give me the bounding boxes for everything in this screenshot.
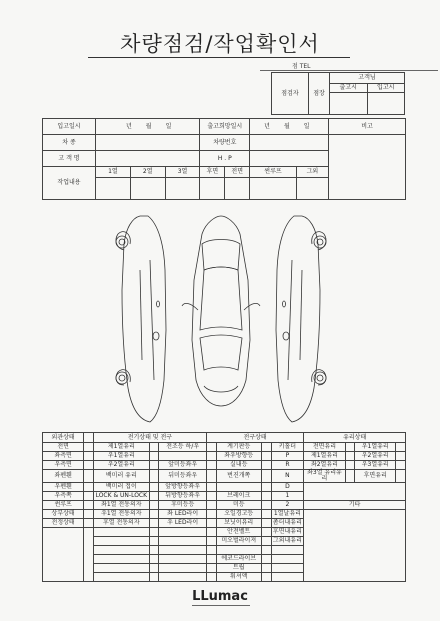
exterior-check[interactable] [84,519,94,528]
electrical-item: 후열 전동의자 [93,519,149,528]
electrical-item: 우1열유리 [93,452,149,461]
electrical-item: 우 LED라이 [159,519,207,528]
electrical-check[interactable] [206,461,216,470]
exterior-item: 우측면 [43,461,84,470]
rear-cell[interactable] [200,178,225,200]
drivetrain-item: N [271,470,304,483]
desired-release-cell[interactable]: 년 월 일 [250,119,329,135]
drivetrain-item: R [271,461,304,470]
row-1-label: 1열 [96,167,131,178]
glass-check[interactable] [345,443,355,452]
electrical-item: LOCK & UN-LOCK [93,492,149,501]
glass-item: 우3열유리 [355,461,396,470]
manager-label: 점장 [309,73,330,115]
drivetrain-item: 실내등 [216,461,262,470]
electrical-item: 백미러 접이 [93,483,149,492]
exterior-item: 좌펜휀 [43,470,84,483]
exterior-check[interactable] [84,470,94,483]
left-side-view-icon [116,216,166,422]
glass-item: 제1열유리 [304,452,345,461]
etc-header: 기타 [304,501,406,510]
glass-check[interactable] [396,443,406,452]
vehicle-type-label: 차 종 [43,135,96,151]
electrical-check[interactable] [206,519,216,528]
customer-name-label: 고 객 명 [43,151,96,167]
shop-underline [260,70,438,71]
drivetrain-item: D [271,483,304,492]
glass-item: 우2열유리 [355,452,396,461]
exterior-check[interactable] [84,510,94,519]
top-view-icon [182,216,260,406]
electrical-item: 좌 LED라이 [159,510,207,519]
remarks-label: 비고 [329,119,406,135]
drivetrain-item: 보닛이유리 [216,519,262,528]
logo-underline [192,605,250,606]
exterior-check[interactable] [84,501,94,510]
drivetrain-item [216,483,262,492]
exterior-item: 우측쪽 [43,492,84,501]
electrical-item: 백미러 유리 [93,470,149,483]
electrical-item: 앞방향등좌우 [159,483,207,492]
drivetrain-item [216,546,262,555]
exterior-item: 전정상태 [43,519,84,528]
electrical-check[interactable] [149,492,159,501]
exterior-header: 외관상태 [43,433,84,443]
drivetrain-check[interactable] [262,519,272,528]
drivetrain-item: P [271,452,304,461]
drivetrain-item: 계기판등 [216,443,262,452]
sunroof-cell[interactable] [250,178,297,200]
row-3-cell[interactable] [165,178,200,200]
other-cell[interactable] [296,178,328,200]
drivetrain-item: 그외내유리 [272,537,302,544]
glass-item: 후면유리 [355,470,396,483]
drivetrain-check[interactable] [262,528,272,537]
glass-item: 전면유리 [304,443,345,452]
electrical-item: 우2열유리 [93,461,149,470]
right-side-view-icon [276,216,326,422]
electrical-check[interactable] [206,510,216,519]
hp-label: H . P [200,151,250,167]
exterior-check[interactable] [84,461,94,470]
brand-logo: LLumac [192,589,248,604]
drivetrain-item: 에코드라이브 [216,555,262,564]
drivetrain-check[interactable] [262,546,272,555]
electrical-check[interactable] [149,510,159,519]
car-diagram [110,210,332,425]
row-2-label: 2열 [130,167,165,178]
intake-date-cell[interactable]: 년 월 일 [96,119,200,135]
drivetrain-check[interactable] [262,492,272,501]
signoff-table [271,72,405,115]
electrical-check[interactable] [206,501,216,510]
electrical-item [159,452,207,461]
drivetrain-check[interactable] [262,555,272,564]
condition-table [42,432,406,582]
electrical-item: 앞미등좌우 [159,461,207,470]
electrical-check[interactable] [149,470,159,483]
glass-blank[interactable] [304,483,406,501]
drivetrain-item: 1 [271,492,304,501]
drivetrain-item: 안전벨트 [216,528,262,537]
electrical-check[interactable] [206,470,216,483]
electrical-item: 뒤방향등좌우 [159,492,207,501]
electrical-item: 우1열 전동의자 [93,510,149,519]
exterior-check[interactable] [84,443,94,452]
drivetrain-check[interactable] [262,452,272,461]
glass-header: 유리상태 [304,433,406,443]
drivetrain-item: 미오벌라이져 [216,537,262,546]
drivetrain-check[interactable] [262,443,272,452]
exterior-check[interactable] [84,483,94,492]
exterior-item: 좌측면 [43,452,84,461]
glass-check[interactable] [345,452,355,461]
glass-item: 좌2열유리 [304,461,345,470]
on-intake-label: 입고시 [367,84,405,93]
vehicle-type-cell[interactable] [96,135,200,151]
electrical-item: 뒤미등좌우 [159,470,207,483]
electrical-check[interactable] [206,443,216,452]
glass-check[interactable] [396,452,406,461]
electrical-check[interactable] [206,483,216,492]
rear-label: 후면 [200,167,225,178]
exterior-check[interactable] [84,492,94,501]
other-label: 그외 [296,167,328,178]
electrical-check[interactable] [149,461,159,470]
electrical-item: 좌1열 전동의자 [93,501,149,510]
drivetrain-item: 오일경고등 [216,510,262,519]
shop-label: 점 TEL [292,63,311,70]
electrical-item: 제1열유리 [93,443,149,452]
drivetrain-item: 1열날유리 [271,510,304,519]
electrical-check[interactable] [149,443,159,452]
electrical-check[interactable] [149,519,159,528]
electrical-check[interactable] [206,452,216,461]
row-2-cell[interactable] [130,178,165,200]
glass-check[interactable] [345,470,355,483]
electrical-check[interactable] [149,452,159,461]
drivetrain-header: 전구상태 [206,433,303,443]
row-1-cell[interactable] [96,178,131,200]
glass-check[interactable] [396,470,406,483]
drivetrain-item: 번진개쪽 [216,470,262,483]
remarks-cell[interactable] [329,135,406,200]
row-3-label: 3열 [165,167,200,178]
drivetrain-check[interactable] [262,483,272,492]
electrical-header: 전기상태 및 전구 [93,433,206,443]
drivetrain-item: 후면내유리 [272,528,302,535]
inspector-label: 점검자 [272,73,309,115]
etc-cell[interactable] [304,510,406,582]
electrical-check[interactable] [149,483,159,492]
drivetrain-check[interactable] [262,470,272,483]
glass-item: 우1열유리 [355,443,396,452]
drivetrain-item: 좌우방향등 [216,452,262,461]
drivetrain-item: 키홀더 [271,443,304,452]
glass-check[interactable] [345,461,355,470]
on-release-label: 출고시 [330,84,368,93]
glass-check[interactable] [396,461,406,470]
intake-sign-cell[interactable] [367,93,405,115]
vehicle-info-table [42,118,406,200]
page-title: 차량점검/작업확인서 [120,32,320,56]
electrical-check[interactable] [149,501,159,510]
drivetrain-item: 브레이크 [216,492,262,501]
exterior-item: 썬루프 [43,501,84,510]
exterior-item: 우펜휀 [43,483,84,492]
electrical-item: 후미등등 [159,501,207,510]
drivetrain-check[interactable] [262,501,272,510]
drivetrain-item: 미등 [216,501,262,510]
customer-label: 고객님 [330,73,405,84]
desired-release-label: 출고희망일시 [200,119,250,135]
hp-cell[interactable] [250,151,329,167]
front-label: 전면 [225,167,250,178]
intake-date-label: 입고일시 [43,119,96,135]
drivetrain-check[interactable] [262,461,272,470]
drivetrain-item: 워셔액 [216,573,262,582]
vehicle-no-cell[interactable] [250,135,329,151]
release-sign-cell[interactable] [330,93,368,115]
electrical-check[interactable] [206,492,216,501]
drivetrain-check[interactable] [262,573,272,582]
vehicle-no-label: 차량번호 [200,135,250,151]
front-cell[interactable] [225,178,250,200]
work-label: 작업내용 [43,167,96,200]
drivetrain-item: 2 [271,501,304,510]
exterior-item: 상부상태 [43,510,84,519]
drivetrain-check[interactable] [262,510,272,519]
customer-name-cell[interactable] [96,151,200,167]
drivetrain-item: 좀더내유리 [272,519,302,526]
electrical-item: 전조등 하/우 [159,443,207,452]
exterior-item: 전면 [43,443,84,452]
sunroof-label: 썬루프 [250,167,297,178]
title-underline [88,57,350,58]
drivetrain-check[interactable] [262,564,272,573]
drivetrain-item: 트립 [216,564,262,573]
glass-item: 좌3열 유리유리 [304,470,345,483]
exterior-check[interactable] [84,452,94,461]
drivetrain-check[interactable] [262,537,272,546]
